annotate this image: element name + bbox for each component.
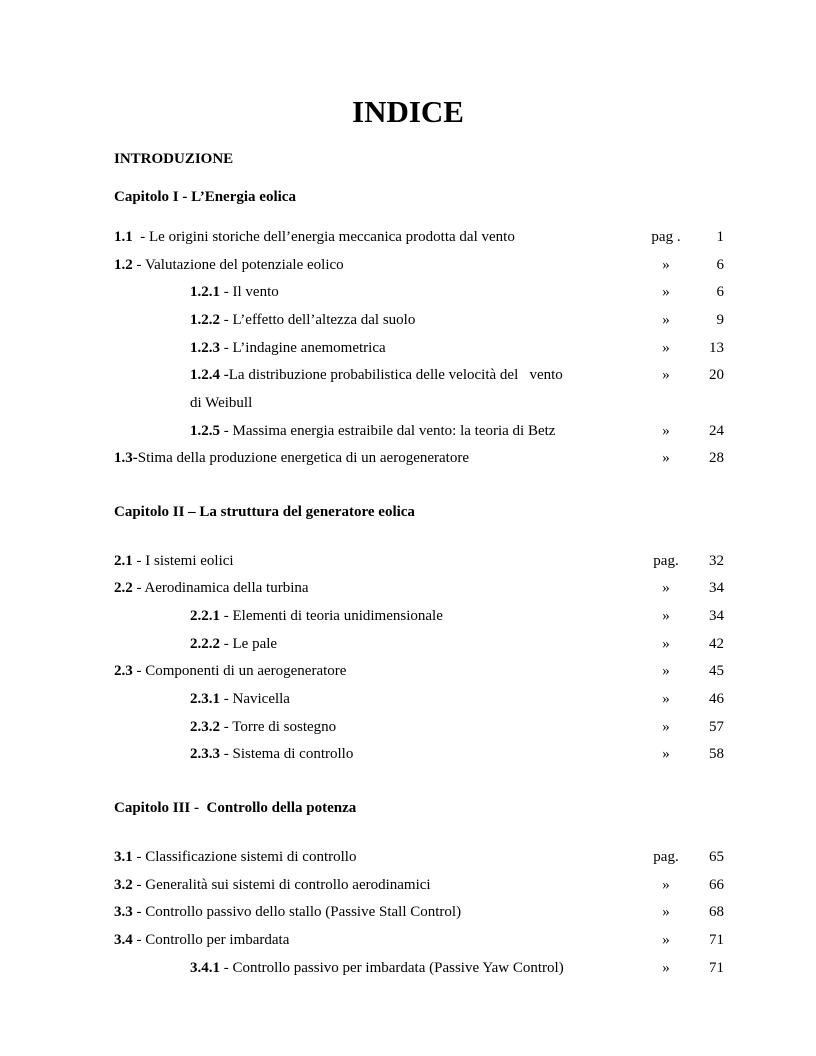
entry-separator: - <box>132 849 146 865</box>
entry-title: Valutazione del potenziale eolico <box>144 257 344 273</box>
entry-separator: - <box>132 257 145 273</box>
entry-separator: - <box>132 229 149 245</box>
toc-entry-1-1[interactable] <box>0 227 816 247</box>
entry-number: 1.1 <box>114 229 133 245</box>
toc-entry-1-2[interactable] <box>0 255 816 275</box>
entry-title: Sistema di controllo <box>232 746 354 762</box>
entry-number: 2.2 <box>114 580 133 596</box>
entry-title: Aerodinamica della turbina <box>144 580 309 596</box>
toc-entry-1-2-2[interactable] <box>0 310 816 330</box>
entry-title: I sistemi eolici <box>145 553 234 569</box>
entry-ditto-mark: » <box>662 636 670 652</box>
entry-page-number: 46 <box>709 691 724 707</box>
entry-number: 2.2.2 <box>190 636 220 652</box>
entry-page-number: 28 <box>709 450 724 466</box>
entry-ditto-mark: » <box>662 932 670 948</box>
entry-number: 3.4.1 <box>190 960 220 976</box>
entry-title: Classificazione sistemi di controllo <box>145 849 357 865</box>
entry-page-number: 68 <box>709 904 724 920</box>
entry-separator: - <box>220 691 233 707</box>
toc-entry-2-2-1[interactable] <box>0 606 816 626</box>
entry-number: 1.3 <box>114 450 133 466</box>
entry-separator: - <box>220 960 233 976</box>
entry-ditto-mark: » <box>662 719 670 735</box>
toc-entry-2-3[interactable] <box>0 661 816 681</box>
entry-page-number: 57 <box>709 719 724 735</box>
toc-entry-1-2-4-continued[interactable] <box>0 393 816 413</box>
entry-page-number: 65 <box>709 849 724 865</box>
toc-entry-2-1[interactable] <box>0 551 816 571</box>
toc-entry-1-2-5[interactable] <box>0 421 816 441</box>
page-title: INDICE <box>352 94 464 129</box>
entry-page-number: 6 <box>716 284 724 300</box>
entry-page-number: 71 <box>709 960 724 976</box>
entry-ditto-mark: » <box>662 423 670 439</box>
entry-page-number: 32 <box>709 553 724 569</box>
entry-separator: - <box>220 312 233 328</box>
entry-title: Elementi di teoria unidimensionale <box>232 608 443 624</box>
entry-title: Controllo passivo per imbardata (Passive Yaw Control) <box>232 960 564 976</box>
entry-title: Controllo per imbardata <box>145 932 290 948</box>
toc-entry-3-4[interactable] <box>0 930 816 950</box>
entry-page-number: 42 <box>709 636 724 652</box>
chapter-1-heading: Capitolo I - L’Energia eolica <box>114 189 296 205</box>
entry-page-number: 6 <box>716 257 724 273</box>
toc-entry-3-3[interactable] <box>0 902 816 922</box>
entry-separator: - <box>220 746 233 762</box>
toc-entry-2-2-2[interactable] <box>0 634 816 654</box>
entry-separator: - <box>132 877 146 893</box>
entry-number: 3.1 <box>114 849 133 865</box>
toc-entry-2-3-1[interactable] <box>0 689 816 709</box>
entry-separator: - <box>220 719 233 735</box>
entry-title: Stima della produzione energetica di un aerogeneratore <box>137 450 469 466</box>
entry-number: 3.4 <box>114 932 133 948</box>
entry-title: La distribuzione probabilistica delle velocità del vento <box>228 367 563 383</box>
entry-page-number: 58 <box>709 746 724 762</box>
intro-heading: INTRODUZIONE <box>114 151 234 167</box>
toc-entry-2-3-2[interactable] <box>0 717 816 737</box>
entry-ditto-mark: » <box>662 367 670 383</box>
entry-title: Le pale <box>232 636 278 652</box>
entry-ditto-mark: » <box>662 450 670 466</box>
entry-separator: - <box>132 580 145 596</box>
entry-separator: - <box>132 904 146 920</box>
entry-ditto-mark: » <box>662 904 670 920</box>
entry-number: 1.2.3 <box>190 340 220 356</box>
entry-ditto-mark: » <box>662 340 670 356</box>
entry-number: 2.1 <box>114 553 133 569</box>
entry-number: 2.3 <box>114 663 133 679</box>
entry-title: Le origini storiche dell’energia meccanica prodotta dal vento <box>149 229 515 245</box>
toc-entry-2-3-3[interactable] <box>0 744 816 764</box>
chapter-2-heading: Capitolo II – La struttura del generatore eolica <box>114 504 415 520</box>
entry-page-number: 34 <box>709 580 724 596</box>
entry-ditto-mark: » <box>662 284 670 300</box>
entry-ditto-mark: » <box>662 257 670 273</box>
entry-page-number: 9 <box>716 312 724 328</box>
entry-page-number: 45 <box>709 663 724 679</box>
entry-number: 2.3.2 <box>190 719 220 735</box>
entry-separator: - <box>220 608 233 624</box>
entry-title: Navicella <box>232 691 290 707</box>
entry-ditto-mark: » <box>662 312 670 328</box>
entry-page-number: 71 <box>709 932 724 948</box>
entry-page-number: 66 <box>709 877 724 893</box>
entry-title: Componenti di un aerogeneratore <box>145 663 347 679</box>
entry-title: Controllo passivo dello stallo (Passive Stall Control) <box>145 904 462 920</box>
entry-separator: - <box>220 367 229 383</box>
entry-page-number: 24 <box>709 423 724 439</box>
entry-ditto-mark: » <box>662 877 670 893</box>
toc-entry-2-2[interactable] <box>0 578 816 598</box>
entry-number: 1.2.4 <box>190 367 220 383</box>
toc-entry-3-1[interactable] <box>0 847 816 867</box>
entry-number: 2.2.1 <box>190 608 220 624</box>
entry-separator: - <box>132 450 138 466</box>
entry-page-number: 1 <box>716 229 724 245</box>
entry-page-number: 34 <box>709 608 724 624</box>
toc-entry-1-2-1[interactable] <box>0 282 816 302</box>
entry-title: Torre di sostegno <box>232 719 337 735</box>
entry-title: Generalità sui sistemi di controllo aerodinamici <box>145 877 431 893</box>
entry-number: 3.3 <box>114 904 133 920</box>
chapter-3-heading: Capitolo III - Controllo della potenza <box>114 800 357 816</box>
toc-entry-1-2-4[interactable] <box>0 365 816 385</box>
entry-number: 1.2.1 <box>190 284 220 300</box>
entry-separator: - <box>132 932 146 948</box>
entry-page-number: 20 <box>709 367 724 383</box>
toc-entry-1-2-3[interactable] <box>0 338 816 358</box>
entry-separator: - <box>220 284 233 300</box>
entry-title: L’effetto dell’altezza dal suolo <box>232 312 416 328</box>
entry-page-label: pag. <box>653 849 679 865</box>
entry-separator: - <box>220 340 233 356</box>
toc-entry-1-3[interactable] <box>0 448 816 468</box>
entry-separator: - <box>132 663 146 679</box>
toc-entry-3-4-1[interactable] <box>0 958 816 978</box>
entry-page-number: 13 <box>709 340 724 356</box>
entry-ditto-mark: » <box>662 608 670 624</box>
entry-number: 1.2.2 <box>190 312 220 328</box>
entry-number: 2.3.1 <box>190 691 220 707</box>
entry-ditto-mark: » <box>662 960 670 976</box>
entry-number: 3.2 <box>114 877 133 893</box>
entry-number: 2.3.3 <box>190 746 220 762</box>
entry-number: 1.2 <box>114 257 133 273</box>
entry-title: Il vento <box>232 284 279 300</box>
entry-title: L’indagine anemometrica <box>232 340 386 356</box>
entry-ditto-mark: » <box>662 691 670 707</box>
entry-title-continued: di Weibull <box>190 395 253 411</box>
entry-ditto-mark: » <box>662 580 670 596</box>
entry-ditto-mark: » <box>662 746 670 762</box>
entry-separator: - <box>220 423 233 439</box>
entry-separator: - <box>132 553 146 569</box>
entry-page-label: pag . <box>651 229 681 245</box>
entry-page-label: pag. <box>653 553 679 569</box>
entry-title: Massima energia estraibile dal vento: la teoria di Betz <box>232 423 556 439</box>
toc-entry-3-2[interactable] <box>0 875 816 895</box>
entry-ditto-mark: » <box>662 663 670 679</box>
entry-separator: - <box>220 636 233 652</box>
entry-number: 1.2.5 <box>190 423 220 439</box>
